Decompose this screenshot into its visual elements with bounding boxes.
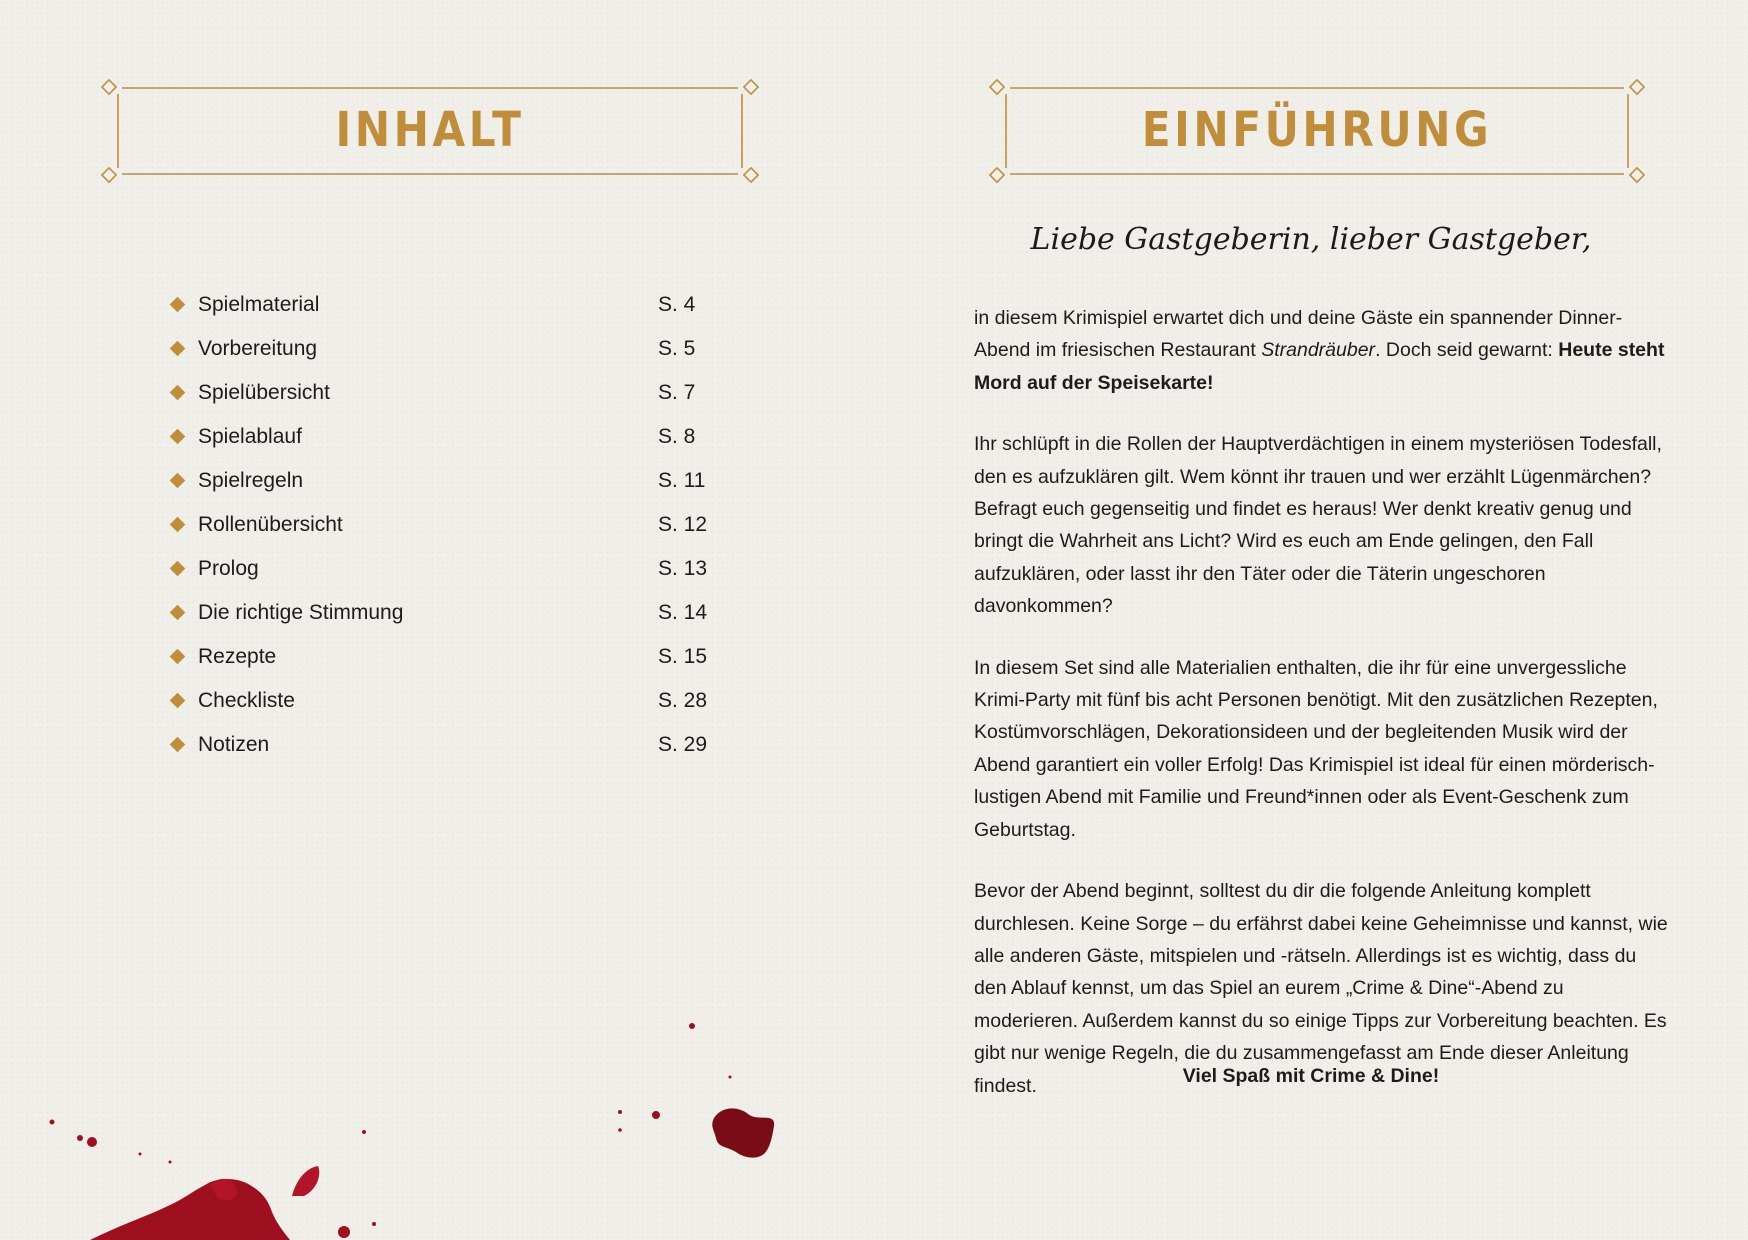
restaurant-name: Strandräuber bbox=[1261, 339, 1376, 362]
diamond-bullet-icon bbox=[170, 649, 186, 665]
toc-item-page: S. 11 bbox=[658, 469, 706, 492]
toc-item bbox=[168, 551, 728, 595]
toc-item-label: Spielmaterial bbox=[198, 293, 320, 316]
toc-item-page: S. 8 bbox=[658, 425, 696, 448]
diamond-bullet-icon bbox=[170, 429, 186, 445]
diamond-bullet-icon bbox=[170, 473, 186, 489]
toc-item bbox=[168, 419, 728, 463]
text-run: in diesem Krimispiel erwartet dich und deine Gäste ein spannender Dinner-Abend im friesischen Restaurant bbox=[974, 307, 1623, 362]
toc-item-label: Spielablauf bbox=[198, 425, 302, 448]
toc-item-page: S. 7 bbox=[658, 381, 696, 404]
toc-item-label: Rollenübersicht bbox=[198, 513, 343, 536]
toc-item-label: Spielregeln bbox=[198, 469, 304, 492]
diamond-bullet-icon bbox=[170, 605, 186, 621]
emphasis-text: Heute steht Mord auf der Speisekarte! bbox=[974, 339, 1665, 394]
toc-item-label: Vorbereitung bbox=[198, 337, 318, 360]
diamond-bullet-icon bbox=[170, 385, 186, 401]
toc-item bbox=[168, 595, 728, 639]
page-title: EINFÜHRUNG bbox=[1141, 102, 1493, 158]
toc-item-label: Notizen bbox=[198, 733, 270, 756]
toc-item-label: Checkliste bbox=[198, 689, 295, 712]
toc-item-page: S. 4 bbox=[658, 293, 696, 316]
toc-item bbox=[168, 463, 728, 507]
toc-item-label: Spielübersicht bbox=[198, 381, 330, 404]
toc-item-page: S. 5 bbox=[658, 337, 696, 360]
toc-item-page: S. 28 bbox=[658, 689, 708, 712]
toc-item bbox=[168, 287, 728, 331]
diamond-bullet-icon bbox=[170, 737, 186, 753]
title-frame bbox=[998, 80, 1636, 180]
greeting: Liebe Gastgeberin, lieber Gastgeber, bbox=[1030, 222, 1592, 257]
toc-item bbox=[168, 507, 728, 551]
paragraph: Bevor der Abend beginnt, solltest du dir die folgende Anleitung komplett durchlesen. Keine Sorge – du erfährst dabei keine Geheimnisse und kannst, wie alle anderen Gäste, mitspielen und -rätseln. Allerdings ist es wichtig, dass du den Ablauf kennst, um das Spiel an eurem „Crime & Dine“-Abend zu moderieren. Außerdem kannst du so einige Tipps zur Vorbereitung beachten. Es gibt nur wenige Regeln, die du zusammengefasst am Ende dieser Anleitung findest. bbox=[974, 880, 1668, 1097]
closing-line: Viel Spaß mit Crime & Dine! bbox=[1182, 1065, 1440, 1087]
intro-text bbox=[974, 302, 1668, 1131]
table-of-contents bbox=[168, 287, 728, 771]
text-run: . Doch seid gewarnt: bbox=[1375, 339, 1559, 362]
paragraph bbox=[974, 302, 1668, 399]
toc-item bbox=[168, 727, 728, 771]
toc-item-page: S. 12 bbox=[658, 513, 708, 536]
right-page bbox=[874, 0, 1748, 1240]
diamond-bullet-icon bbox=[170, 297, 186, 313]
toc-item-page: S. 15 bbox=[658, 645, 708, 668]
toc-item-page: S. 13 bbox=[658, 557, 708, 580]
diamond-bullet-icon bbox=[170, 561, 186, 577]
diamond-bullet-icon bbox=[170, 341, 186, 357]
toc-item-label: Rezepte bbox=[198, 645, 277, 668]
toc-item bbox=[168, 375, 728, 419]
toc-item-page: S. 14 bbox=[658, 601, 708, 624]
toc-item bbox=[168, 639, 728, 683]
title-frame bbox=[110, 80, 750, 180]
toc-item bbox=[168, 683, 728, 727]
toc-item-label: Prolog bbox=[198, 557, 259, 580]
page-title: INHALT bbox=[335, 102, 525, 158]
paragraph: Ihr schlüpft in die Rollen der Hauptverdächtigen in einem mysteriösen Todesfall, den es aufzuklären gilt. Wem könnt ihr trauen und wer erzählt Lügenmärchen? Befragt euch gegenseitig und findet es heraus! Wer denkt kreativ genug und bringt die Wahrheit ans Licht? Wird es euch am Ende gelingen, den Fall aufzuklären, oder lasst ihr den Täter oder die Täterin ungeschoren davonkommen? bbox=[974, 433, 1662, 618]
diamond-bullet-icon bbox=[170, 693, 186, 709]
toc-item-label: Die richtige Stimmung bbox=[198, 601, 404, 624]
toc-item-page: S. 29 bbox=[658, 733, 708, 756]
paragraph: In diesem Set sind alle Materialien enthalten, die ihr für eine unvergessliche Krimi-Party mit fünf bis acht Personen benötigt. Mit den zusätzlichen Rezepten, Kostümvorschlägen, Dekorationsideen und der begleitenden Musik wird der Abend garantiert ein voller Erfolg! Das Krimispiel ist ideal für einen mörderisch-lustigen Abend mit Familie und Freund*innen oder als Event-Geschenk zum Geburtstag. bbox=[974, 656, 1658, 841]
diamond-bullet-icon bbox=[170, 517, 186, 533]
toc-item bbox=[168, 331, 728, 375]
